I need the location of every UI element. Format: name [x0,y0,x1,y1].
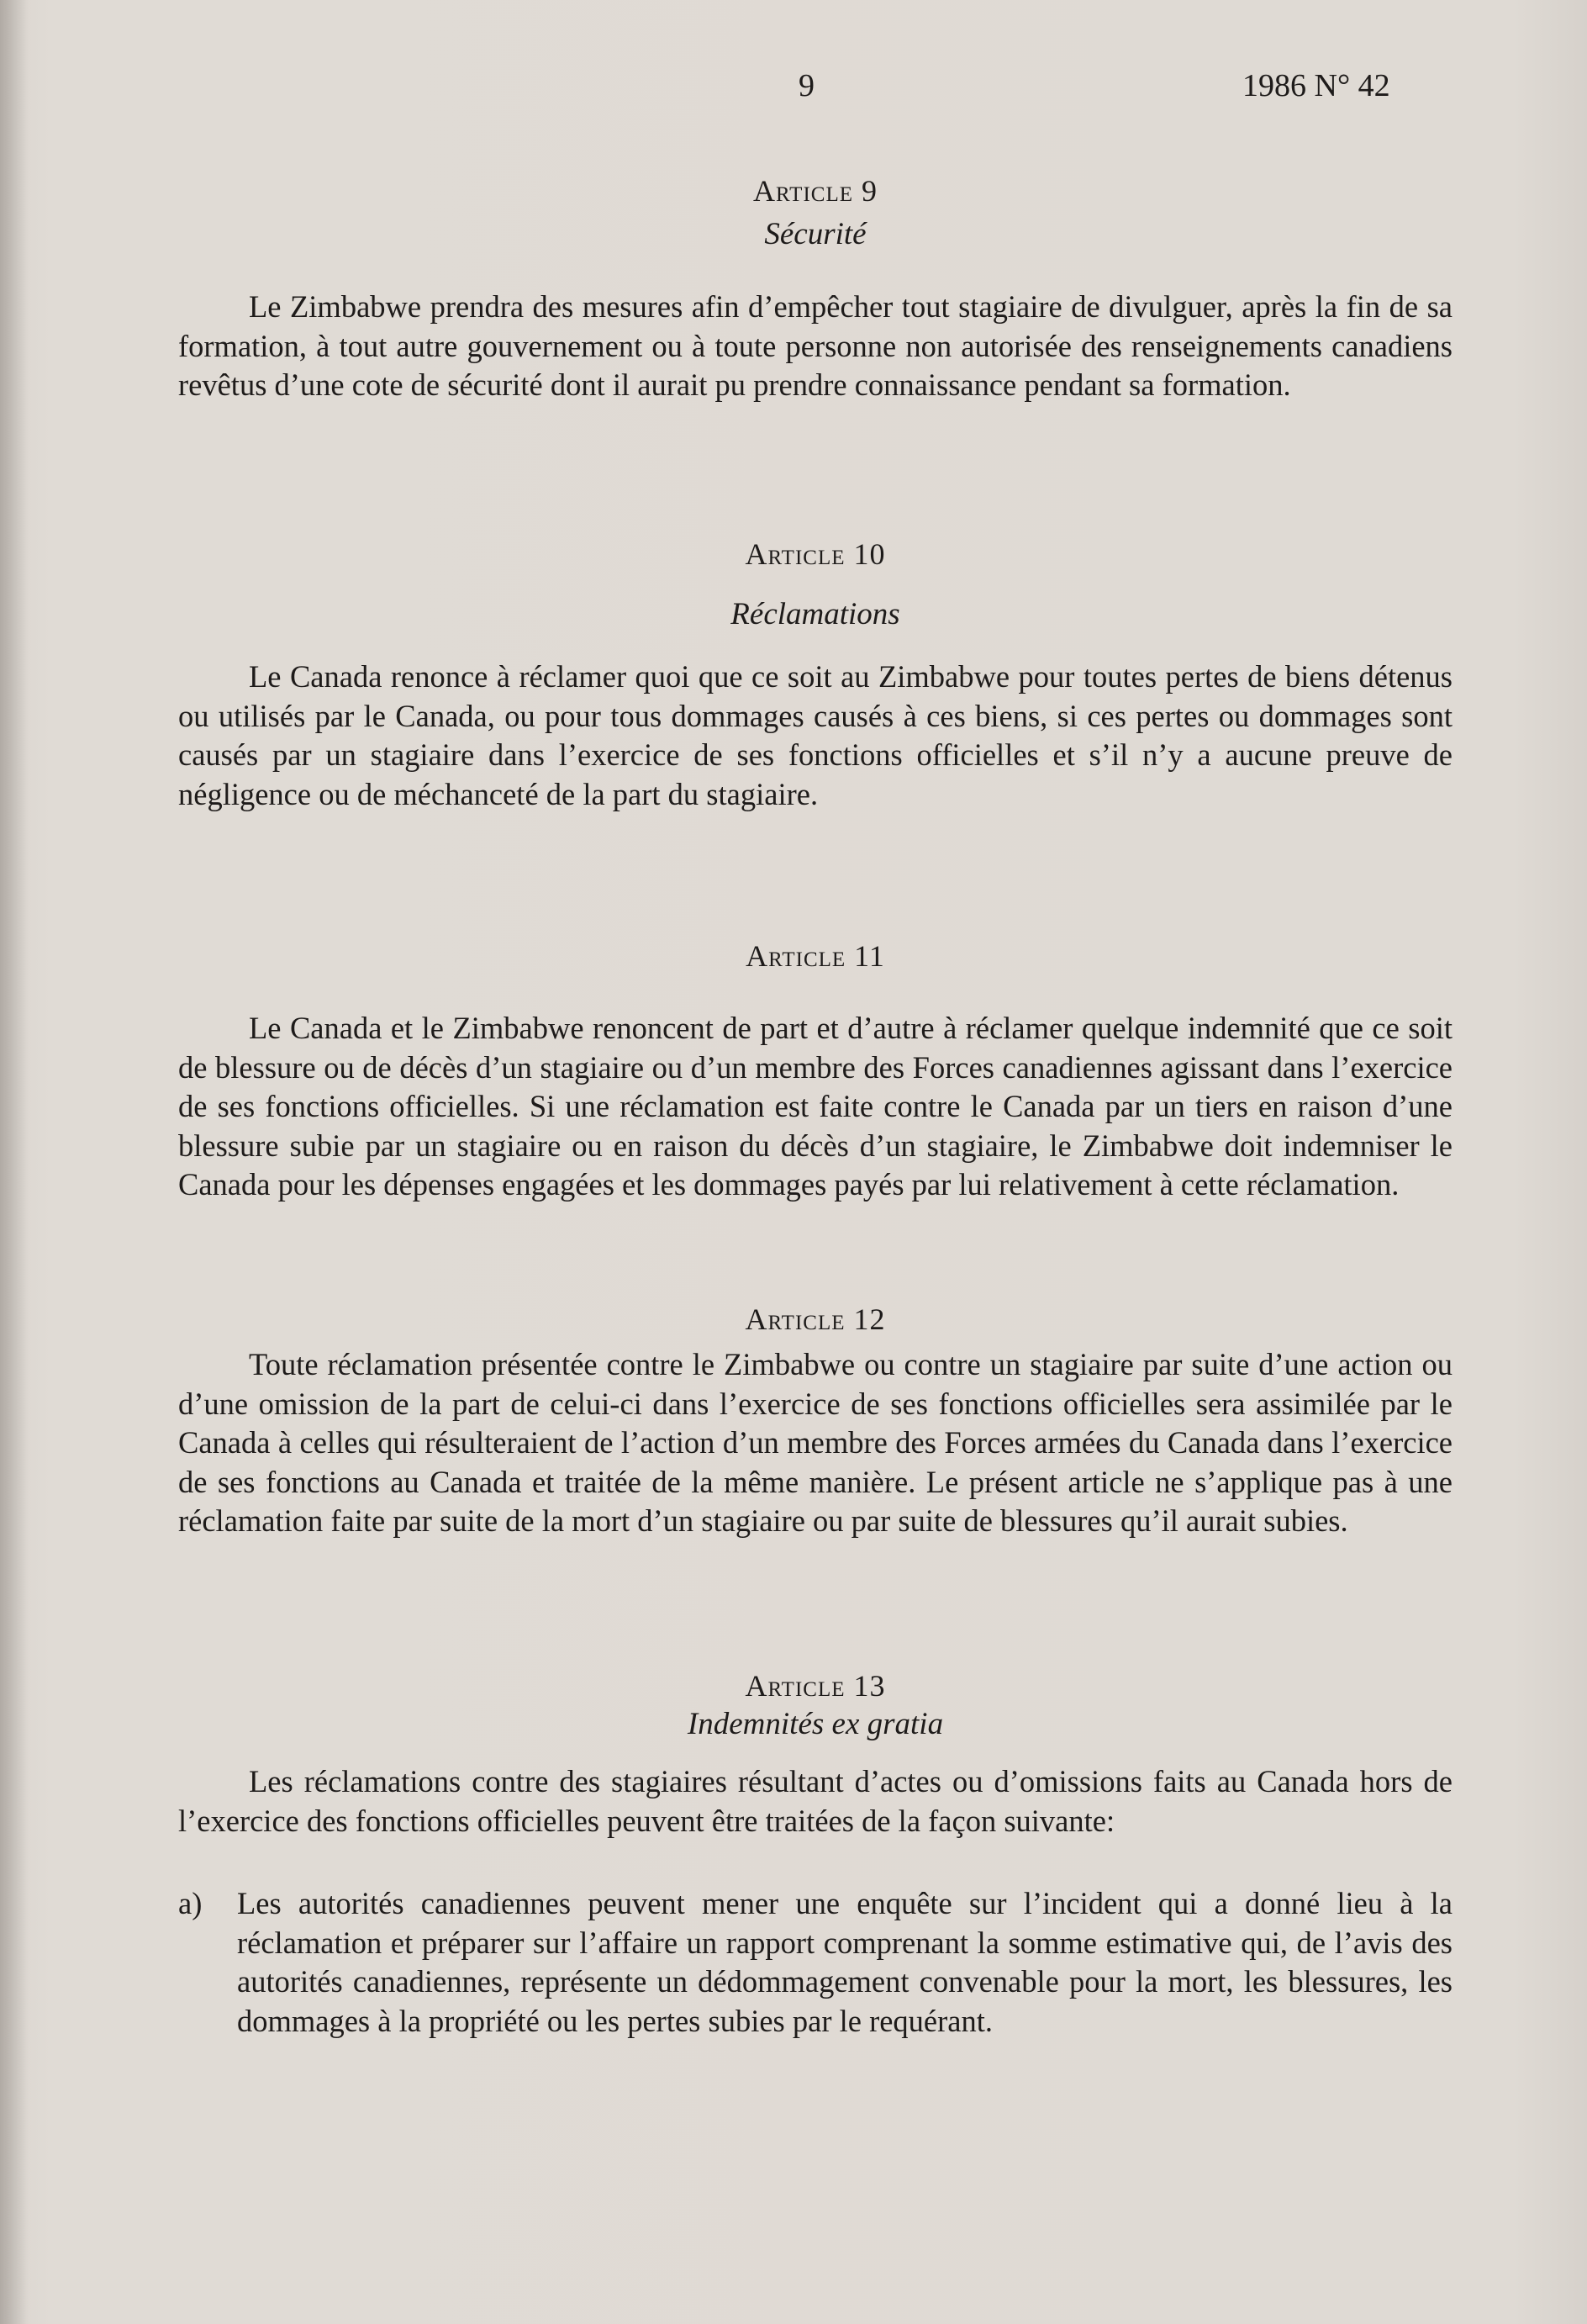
article-heading: Article 10 [745,537,886,571]
article-12 [178,1300,1453,1541]
list-item [178,1884,1453,2041]
article-paragraph: Les réclamations contre des stagiaires résultant d’actes ou d’omissions faits au Canada hors de l’exercice des fonctions officielles peuvent être traitées de la façon suivante: [178,1764,1453,1838]
page-number: 9 [799,68,815,103]
article-heading: Article 13 [745,1669,886,1703]
document-number: 1986 N° 42 [1242,68,1390,103]
article-paragraph: Toute réclamation présentée contre le Zimbabwe ou contre un stagiaire par suite d’une action ou d’une omission de la part de celui-ci dans l’exercice de ses fonctions officielles sera assimilée par le Canada à celles qui résulteraient de l’action d’un membre des Forces armées du Canada dans l’exercice de ses fonctions au Canada et traitée de la même manière. Le présent article ne s’applique pas à une réclamation faite par suite de la mort d’un stagiaire ou par suite de blessures qu’il aurait subies. [178,1347,1453,1538]
article-10 [178,535,1453,814]
article-11 [178,937,1453,1205]
article-title: Sécurité [764,217,867,251]
page-header [0,67,1587,118]
list-item-label: a) [178,1886,203,1920]
article-heading: Article 12 [745,1302,886,1336]
article-heading: Article 9 [753,174,878,208]
article-paragraph: Le Canada renonce à réclamer quoi que ce soit au Zimbabwe pour toutes pertes de biens détenus ou utilisés par le Canada, ou pour tous dommages causés à ces biens, si ces pertes ou dommages sont causés par un stagiaire dans l’exercice de ses fonctions officielles et s’il n’y a aucune preuve de négligence ou de méchanceté de la part du stagiaire. [178,659,1453,811]
article-title: Réclamations [730,597,900,631]
article-9 [178,172,1453,405]
article-paragraph: Le Canada et le Zimbabwe renoncent de part et d’autre à réclamer quelque indemnité que ce soit de blessure ou de décès d’un stagiaire ou d’un membre des Forces canadiennes agissant dans l’exercice de ses fonctions officielles. Si une réclamation est faite contre le Canada par un tiers en raison d’une blessure subie par un stagiaire ou en raison du décès d’un stagiaire, le Zimbabwe doit indemniser le Canada pour les dépenses engagées et les dommages payés par lui relativement à cette réclamation. [178,1011,1453,1202]
article-paragraph: Le Zimbabwe prendra des mesures afin d’empêcher tout stagiaire de divulguer, après la fin de sa formation, à tout autre gouvernement ou à toute personne non autorisée des renseignements canadiens revêtus d’une cote de sécurité dont il aurait pu prendre connaissance pendant sa formation. [178,289,1453,402]
article-title: Indemnités ex gratia [687,1707,944,1741]
article-13 [178,1666,1453,2041]
list-item-text: Les autorités canadiennes peuvent mener une enquête sur l’incident qui a donné lieu à la réclamation et préparer sur l’affaire un rapport comprenant la somme estimative qui, de l’avis des autorités canadiennes, représente un dédommagement convenable pour la mort, les blessures, les dommages à la propriété ou les pertes subies par le requérant. [237,1886,1453,2038]
article-heading: Article 11 [746,939,885,973]
page-edge-shadow [0,0,29,2324]
